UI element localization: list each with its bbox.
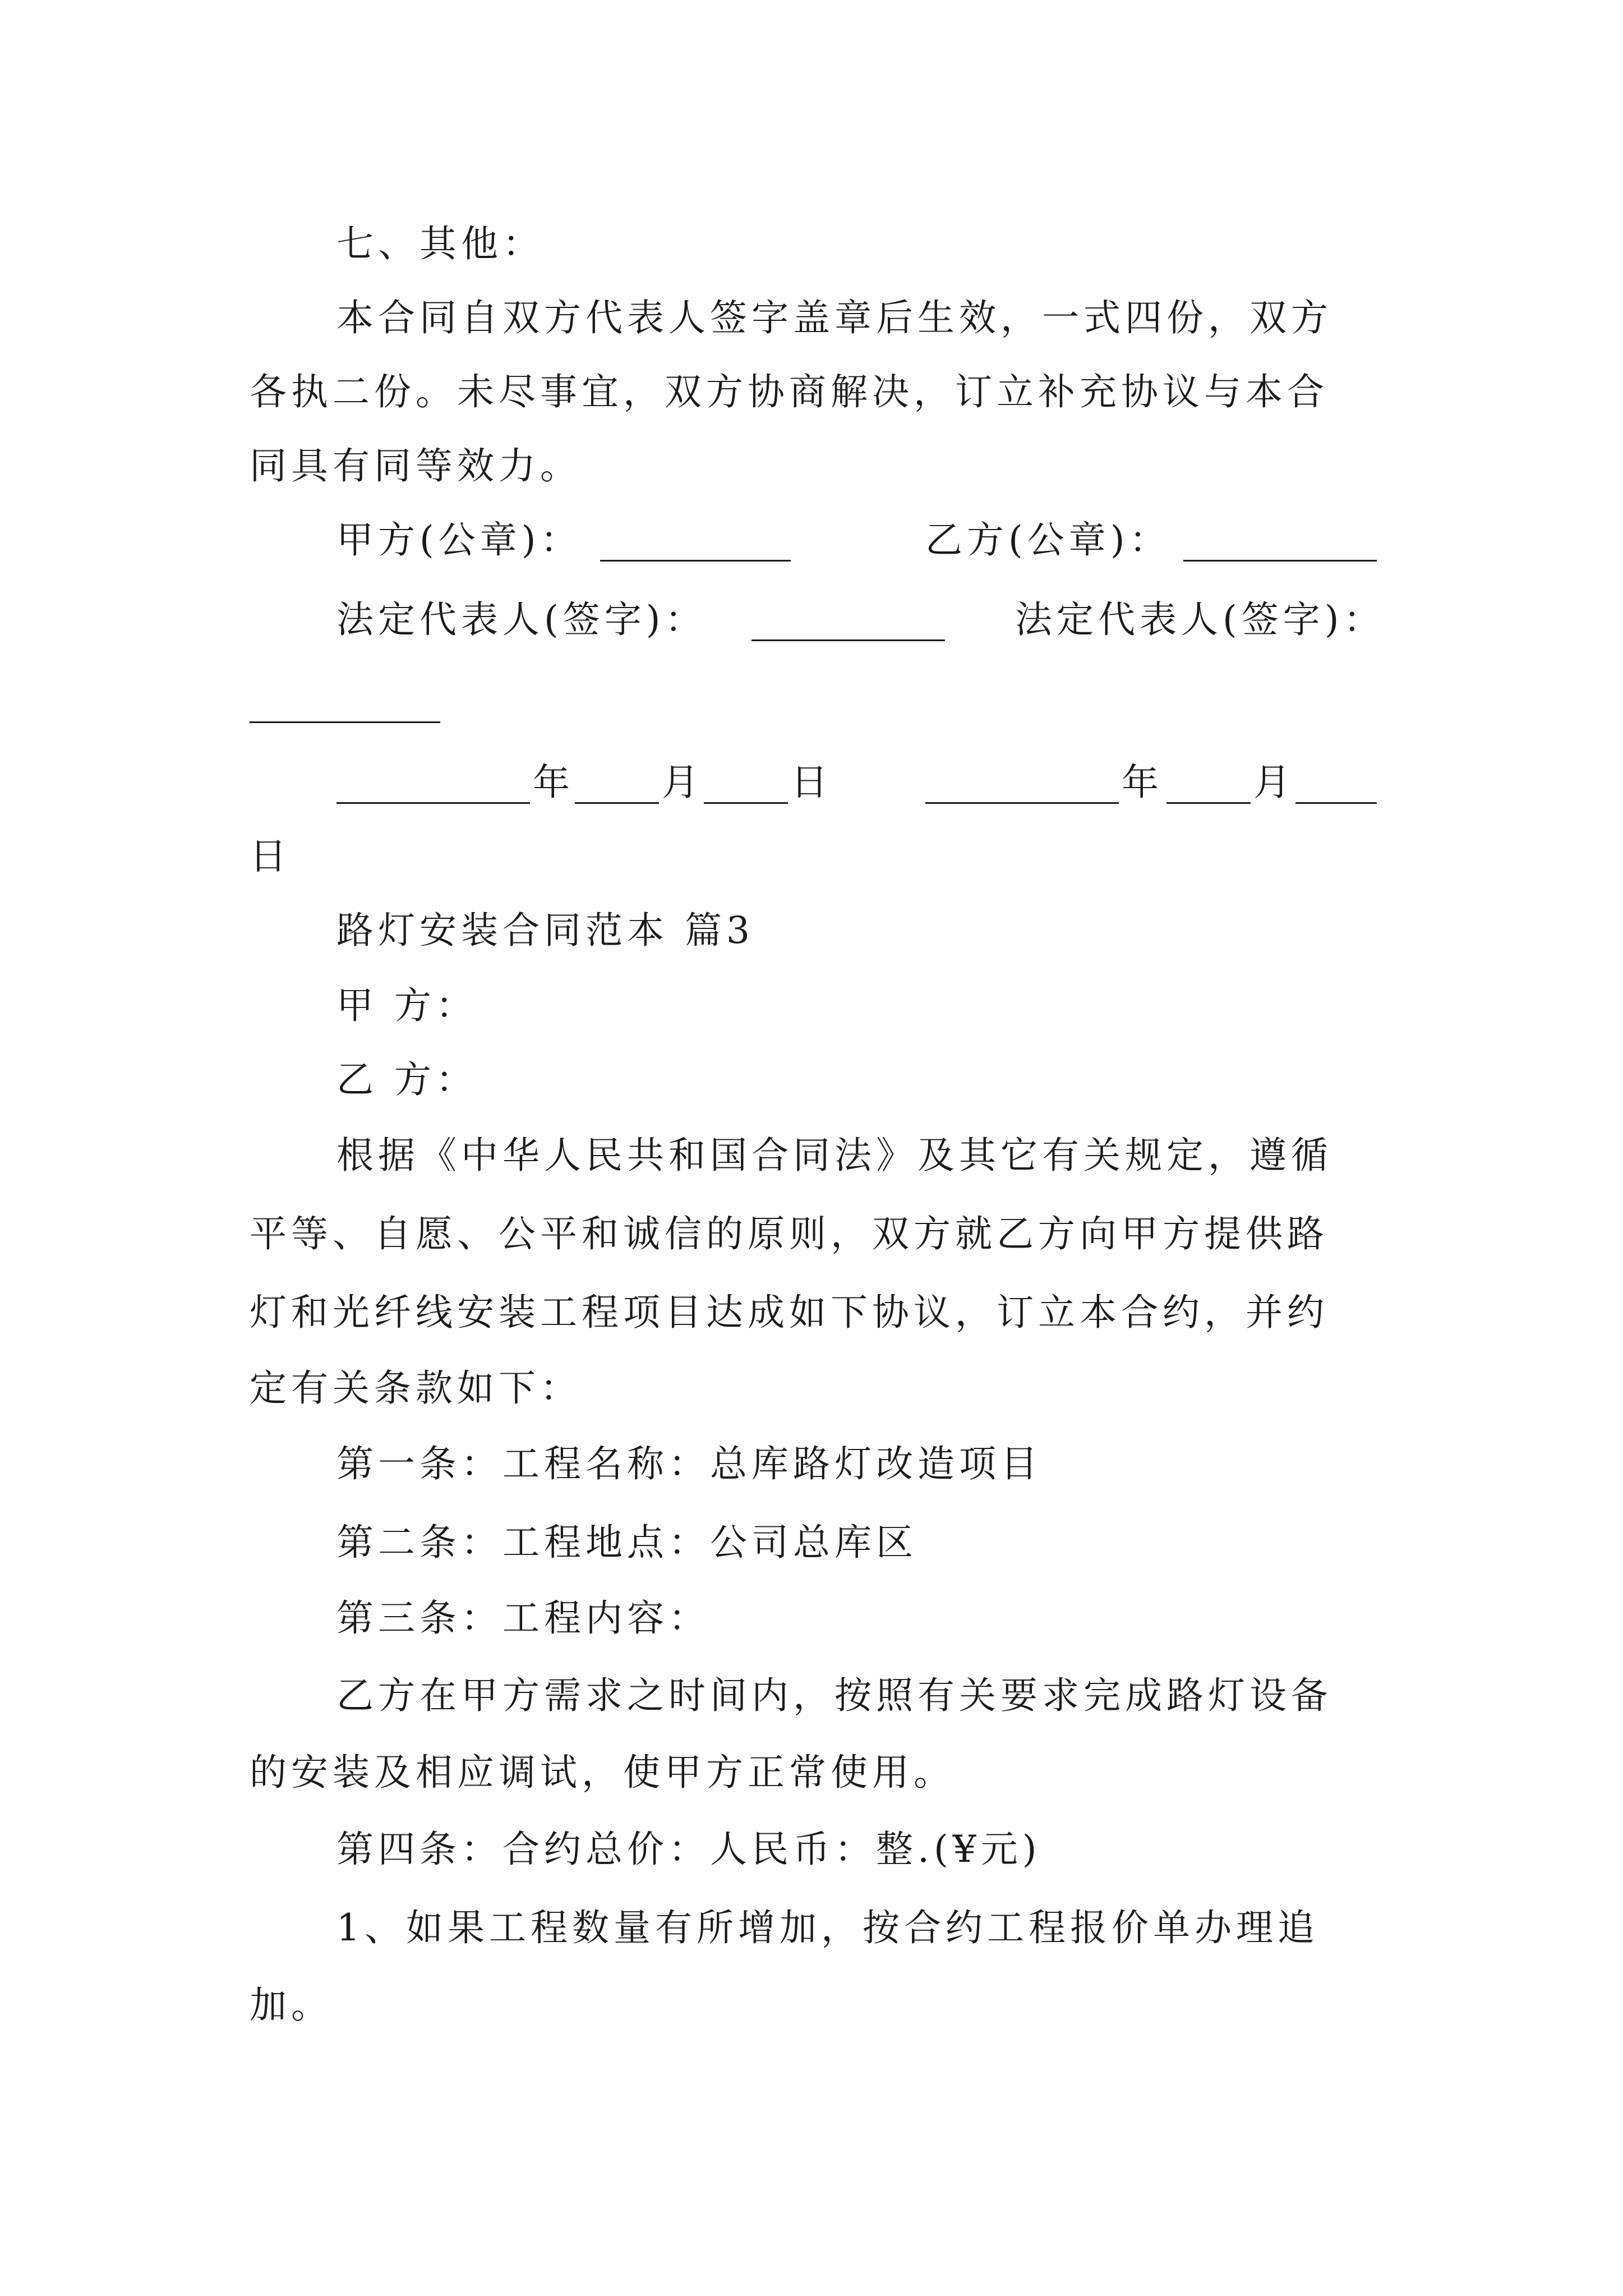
representative-row <box>0 583 1623 656</box>
party-b-seal-blank <box>1183 521 1377 562</box>
article-3: 第三条：工程内容： <box>336 1596 710 1640</box>
date-a-day-blank <box>704 763 788 804</box>
date-b-year-blank <box>925 763 1119 804</box>
date-b-month-blank <box>1166 763 1251 804</box>
party-a-line: 甲 方： <box>336 984 477 1027</box>
paragraph-line: 灯和光纤线安装工程项目达成如下协议，订立本合约，并约 <box>250 1291 1329 1334</box>
article-1: 第一条：工程名称：总库路灯改造项目 <box>336 1442 1042 1485</box>
date-b-day-blank <box>1295 763 1377 804</box>
date-a-month: 月 <box>662 761 703 804</box>
article-2: 第二条：工程地点：公司总库区 <box>336 1521 917 1564</box>
paragraph-line: 本合同自双方代表人签字盖章后生效，一式四份，双方 <box>336 296 1332 339</box>
paragraph-line: 根据《中华人民共和国合同法》及其它有关规定，遵循 <box>336 1134 1332 1177</box>
date-b-year: 年 <box>1122 761 1163 804</box>
date-a-month-blank <box>575 763 659 804</box>
seal-row <box>0 504 1623 577</box>
article-4: 第四条：合约总价：人民币：整.(¥元) <box>336 1828 1041 1871</box>
paragraph-line: 加。 <box>250 1984 333 2027</box>
paragraph-line: 平等、自愿、公平和诚信的原则，双方就乙方向甲方提供路 <box>250 1212 1329 1255</box>
paragraph-line: 各执二份。未尽事宜，双方协商解决，订立补充协议与本合 <box>250 370 1329 413</box>
date-a-year: 年 <box>533 761 574 804</box>
party-b-line: 乙 方： <box>336 1058 477 1101</box>
paragraph-line: 的安装及相应调试，使甲方正常使用。 <box>250 1751 955 1794</box>
party-a-seal-label: 甲方(公章)： <box>336 518 582 562</box>
doc-title: 路灯安装合同范本 篇3 <box>336 909 754 952</box>
date-a-day: 日 <box>791 761 832 804</box>
section-heading: 七、其他： <box>336 222 544 265</box>
paragraph-line: 乙方在甲方需求之时间内，按照有关要求完成路灯设备 <box>336 1674 1332 1717</box>
paragraph-line: 1、如果工程数量有所增加，按合约工程报价单办理追 <box>336 1906 1319 1949</box>
date-b-month: 月 <box>1253 761 1295 804</box>
rep-a-blank <box>751 600 945 641</box>
date-row <box>0 746 1623 819</box>
date-b-day: 日 <box>250 835 291 878</box>
rep-b-blank <box>250 679 440 723</box>
rep-b-label: 法定代表人(签字)： <box>1015 598 1385 641</box>
party-b-seal-label: 乙方(公章)： <box>925 518 1171 562</box>
date-a-year-blank <box>336 763 530 804</box>
paragraph-line: 同具有同等效力。 <box>250 444 582 487</box>
paragraph-line: 定有关条款如下： <box>250 1366 582 1410</box>
party-a-seal-blank <box>600 521 791 562</box>
rep-a-label: 法定代表人(签字)： <box>336 598 707 641</box>
